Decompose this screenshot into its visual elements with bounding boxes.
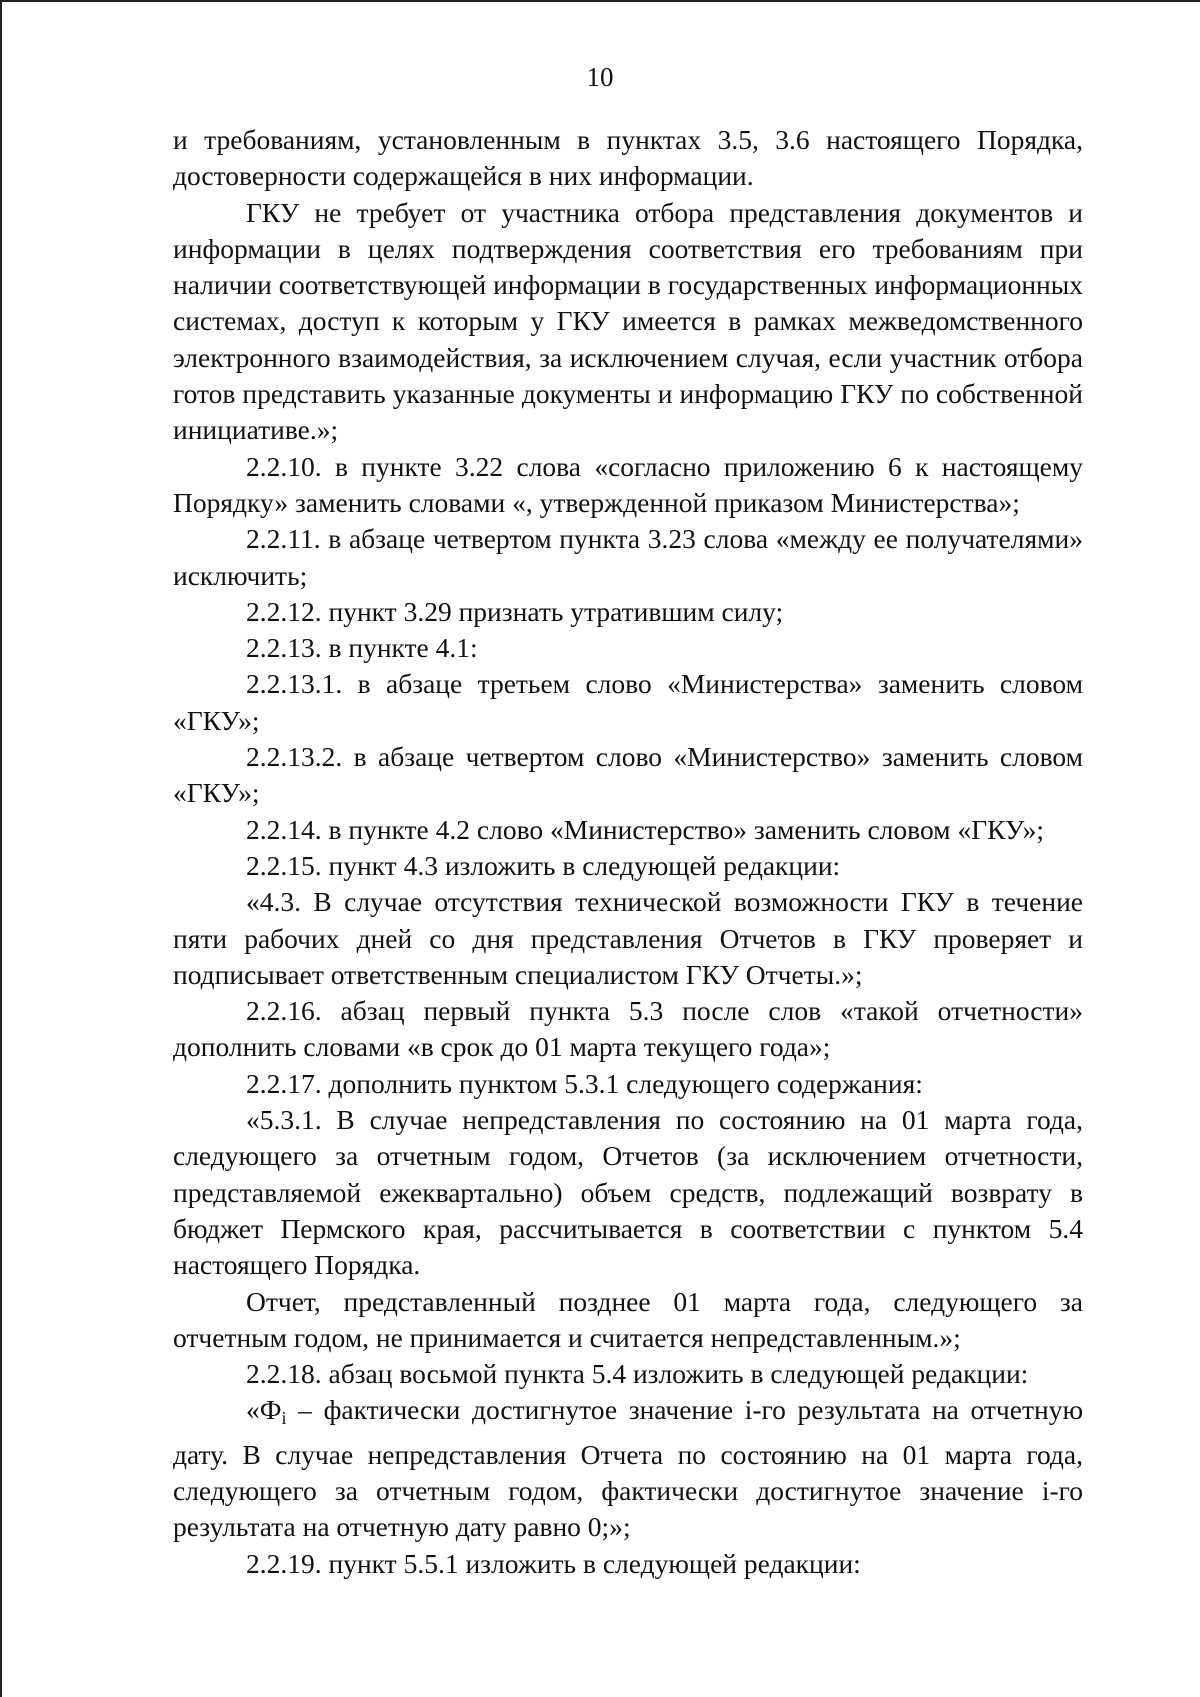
paragraph-5-3-1-quote: «5.3.1. В случае непредставления по состоянию на 01 марта года, следующего за отчетным годом, Отчетов (за исключением отчетности, представляемой ежеквартально) объем средств, подлежащий возврату в бюджет Пермского края, рассчитывается в соответствии с пунктом 5.4 настоящего Порядка. [173, 1104, 1083, 1281]
document-body [173, 122, 1083, 1582]
paragraph-2-2-12: 2.2.12. пункт 3.29 признать утратившим силу; [246, 595, 784, 627]
formula-prefix: «Ф [246, 1394, 282, 1426]
scan-edge-top [0, 0, 1200, 2]
paragraph-2-2-18: 2.2.18. абзац восьмой пункта 5.4 изложить в следующей редакции: [246, 1358, 1029, 1390]
paragraph-formula-definition [173, 1392, 1083, 1545]
paragraph-gku-requirements: ГКУ не требует от участника отбора представления документов и информации в целях подтверждения соответствия его требованиям при наличии соответствующей информации в государственных информационных системах, доступ к которым у ГКУ имеется в рамках межведомственного электронного взаимодействия, за исключением случая, если участник отбора готов представить указанные документы и информацию ГКУ по собственной инициативе.»; [173, 196, 1083, 446]
paragraph-2-2-17: 2.2.17. дополнить пунктом 5.3.1 следующего содержания: [246, 1067, 923, 1099]
page-number: 10 [586, 62, 614, 92]
paragraph-2-2-19: 2.2.19. пункт 5.5.1 изложить в следующей редакции: [246, 1547, 861, 1579]
paragraph-2-2-11: 2.2.11. в абзаце четвертом пункта 3.23 слова «между ее получателями» исключить; [173, 523, 1083, 591]
scan-edge-left [0, 0, 2, 1697]
paragraph-report-late: Отчет, представленный позднее 01 марта года, следующего за отчетным годом, не принимается и считается непредставленным.»; [173, 1285, 1083, 1353]
paragraph-continuation: и требованиям, установленным в пунктах 3.5, 3.6 настоящего Порядка, достоверности содержащейся в них информации. [173, 124, 1083, 192]
paragraph-2-2-13: 2.2.13. в пункте 4.1: [246, 632, 478, 664]
paragraph-2-2-14: 2.2.14. в пункте 4.2 слово «Министерство» заменить словом «ГКУ»; [246, 813, 1045, 845]
paragraph-2-2-16: 2.2.16. абзац первый пункта 5.3 после слов «такой отчетности» дополнить словами «в срок до 01 марта текущего года»; [173, 995, 1083, 1063]
paragraph-2-2-15: 2.2.15. пункт 4.3 изложить в следующей редакции: [246, 849, 841, 881]
paragraph-4-3-quote: «4.3. В случае отсутствия технической возможности ГКУ в течение пяти рабочих дней со дня представления Отчетов в ГКУ проверяет и подписывает ответственным специалистом ГКУ Отчеты.»; [173, 886, 1083, 990]
paragraph-2-2-10: 2.2.10. в пункте 3.22 слова «согласно приложению 6 к настоящему Порядку» заменить словами «, утвержденной приказом Министерства»; [173, 450, 1083, 518]
formula-subscript: i [281, 1408, 287, 1429]
formula-text: – фактически достигнутое значение i-го результата на отчетную дату. В случае непредставления Отчета по состоянию на 01 марта года, следующего за отчетным годом, фактически достигнутое значение i-го результата на отчетную дату равно 0;»; [173, 1394, 1083, 1543]
paragraph-2-2-13-1: 2.2.13.1. в абзаце третьем слово «Министерства» заменить словом «ГКУ»; [173, 668, 1083, 736]
paragraph-2-2-13-2: 2.2.13.2. в абзаце четвертом слово «Министерство» заменить словом «ГКУ»; [173, 741, 1083, 809]
